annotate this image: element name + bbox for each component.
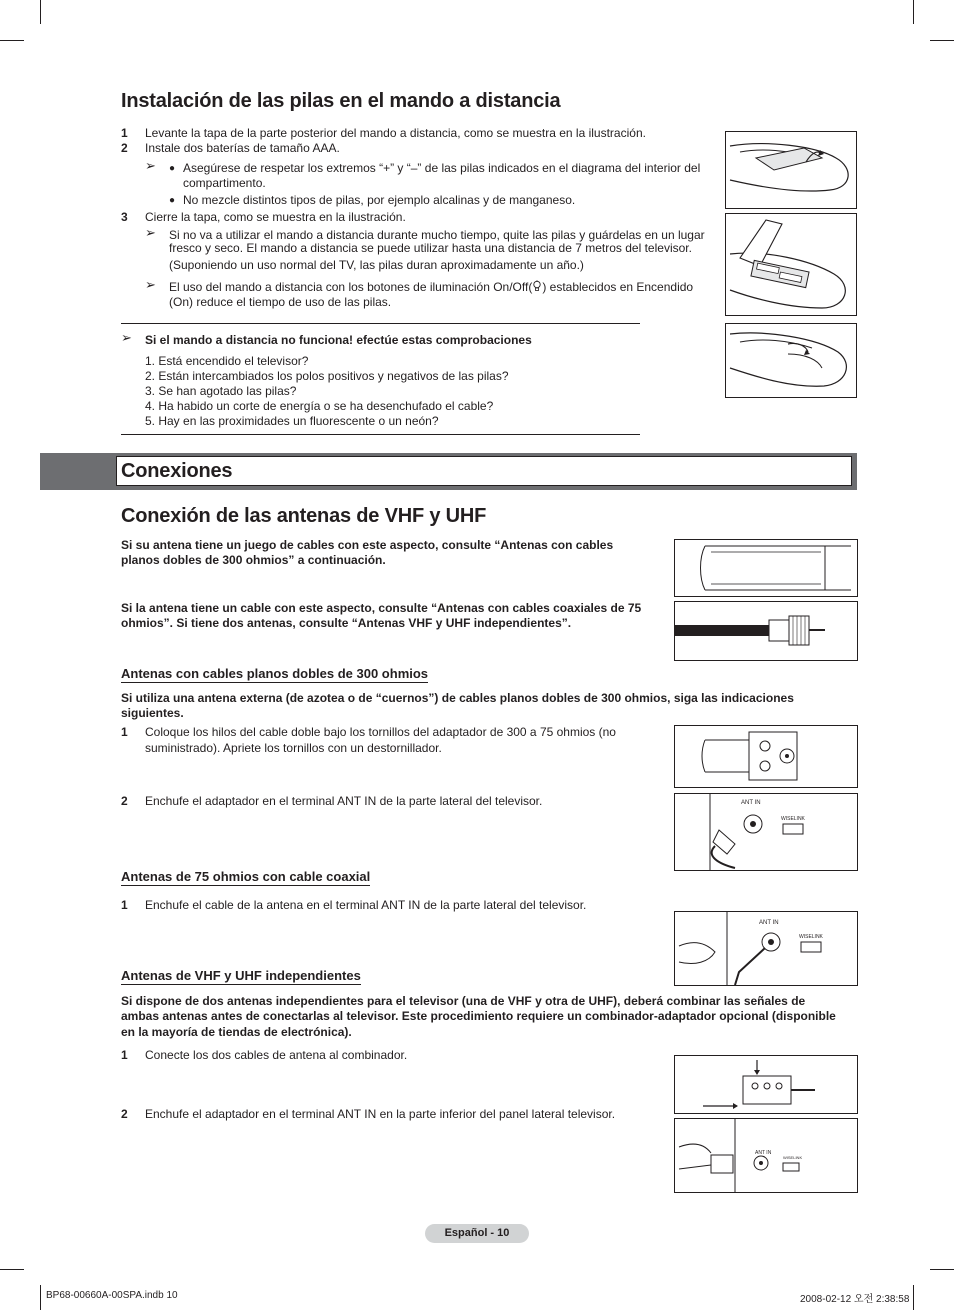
crop-mark <box>913 1285 914 1310</box>
step-number: 3 <box>121 210 128 224</box>
step-text: Instale dos baterías de tamaño AAA. <box>145 141 340 155</box>
crop-mark <box>930 40 954 41</box>
crop-mark <box>913 0 914 24</box>
section-title: Conexiones <box>121 460 233 482</box>
note-arrow-icon: ➢ <box>145 225 156 240</box>
step-text: Levante la tapa de la parte posterior del mando a distancia, como se muestra en la ilustración. <box>145 126 646 140</box>
coax-cable-figure <box>674 601 858 661</box>
intro-text: Si su antena tiene un juego de cables con este aspecto, consulte “Antenas con cables <box>121 538 614 552</box>
ant-in-label: ANT IN <box>755 1150 772 1156</box>
adapter-figure <box>674 725 858 788</box>
note-arrow-icon: ➢ <box>145 158 156 173</box>
check-item: 2. Están intercambiados los polos positivos y negativos de las pilas? <box>145 369 509 383</box>
crop-mark <box>0 1269 24 1270</box>
remote-insert-batteries-figure <box>725 213 857 316</box>
note-text: Si no va a utilizar el mando a distancia durante mucho tiempo, quite las pilas y guárdelas en un lugar <box>169 228 705 242</box>
check-item: 4. Ha habido un corte de energía o se ha desenchufado el cable? <box>145 399 494 413</box>
step-number: 1 <box>121 898 128 912</box>
wiselink-label: WISELINK <box>799 934 823 940</box>
step-number: 2 <box>121 141 128 155</box>
step-text: suministrado). Apriete los tornillos con un destornillador. <box>145 741 442 755</box>
bullet-text: compartimento. <box>183 176 266 190</box>
flat-subtitle: Antenas con cables planos dobles de 300 ohmios <box>121 666 429 681</box>
note-arrow-icon: ➢ <box>145 277 156 292</box>
crop-mark <box>930 1269 954 1270</box>
intro-text: Si la antena tiene un cable con este aspecto, consulte “Antenas con cables coaxiales de 75 <box>121 601 642 615</box>
flat-cable-figure <box>674 539 858 597</box>
flat-intro: siguientes. <box>121 706 184 720</box>
intro-text: planos dobles de 300 ohmios” a continuación. <box>121 553 386 567</box>
wiselink-label: WISELINK <box>783 1155 803 1160</box>
separate-subtitle: Antenas de VHF y UHF independientes <box>121 968 361 983</box>
ant-in-label: ANT IN <box>741 800 761 806</box>
divider <box>121 434 640 435</box>
coax-connect-figure <box>674 911 858 986</box>
step-text: Enchufe el cable de la antena en el terminal ANT IN de la parte lateral del televisor. <box>145 898 587 912</box>
bullet-text: No mezcle distintos tipos de pilas, por ejemplo alcalinas y de manganeso. <box>183 193 576 207</box>
remote-close-cover-figure <box>725 323 857 398</box>
page-number-badge: Español - 10 <box>425 1224 529 1243</box>
step-text: Enchufe el adaptador en el terminal ANT IN en la parte inferior del panel lateral televisor. <box>145 1107 616 1121</box>
file-slug: BP68-00660A-00SPA.indb 10 <box>46 1290 178 1301</box>
bullet-text: Asegúrese de respetar los extremos “+” y “–” de las pilas indicados en el diagrama del interior del <box>183 161 701 175</box>
check-title: Si el mando a distancia no funciona! efectúe estas comprobaciones <box>145 333 532 347</box>
check-item: 1. Está encendido el televisor? <box>145 354 309 368</box>
note-text: El uso del mando a distancia con los botones de iluminación On/Off( ) establecidos en Encendido <box>169 280 694 294</box>
wiselink-label: WISELINK <box>781 816 805 822</box>
step-number: 1 <box>121 725 128 739</box>
note-text: (Suponiendo un uso normal del TV, las pilas duran aproximadamente un año.) <box>169 258 584 272</box>
step-text: Cierre la tapa, como se muestra en la ilustración. <box>145 210 406 224</box>
ant-in-panel-figure <box>674 793 858 871</box>
step-number: 2 <box>121 1107 128 1121</box>
separate-intro: ambas antenas antes de conectarlas al televisor. Este procedimiento requiere un combinador-adaptador opcional (disponible <box>121 1009 836 1023</box>
step-text: Enchufe el adaptador en el terminal ANT IN de la parte lateral del televisor. <box>145 794 543 808</box>
step-number: 1 <box>121 1048 128 1062</box>
step-text: Conecte los dos cables de antena al combinador. <box>145 1048 408 1062</box>
combiner-connect-figure <box>674 1118 858 1193</box>
intro-text: ohmios”. Si tiene dos antenas, consulte “Antenas VHF y UHF independientes”. <box>121 616 572 630</box>
note-arrow-icon: ➢ <box>121 330 132 345</box>
remote-open-cover-figure <box>725 131 857 209</box>
crop-mark <box>0 40 24 41</box>
crop-mark <box>40 1285 41 1310</box>
check-item: 5. Hay en las proximidades un fluorescente o un neón? <box>145 414 439 428</box>
separate-intro: en la mayoría de tiendas de electrónica). <box>121 1025 352 1039</box>
battery-title: Instalación de las pilas en el mando a distancia <box>121 90 561 112</box>
step-number: 2 <box>121 794 128 808</box>
divider <box>121 323 640 324</box>
separate-intro: Si dispone de dos antenas independientes para el televisor (una de VHF y otra de UHF), deberá combinar las señales de <box>121 994 806 1008</box>
combiner-figure <box>674 1055 858 1114</box>
bullet-icon: ● <box>169 195 176 206</box>
note-text: fresco y seco. El mando a distancia se puede utilizar hasta una distancia de 7 metros del televisor. <box>169 241 692 255</box>
coax-subtitle: Antenas de 75 ohmios con cable coaxial <box>121 869 371 884</box>
note-text: (On) reduce el tiempo de uso de las pilas. <box>169 295 392 309</box>
step-number: 1 <box>121 126 128 140</box>
antenna-title: Conexión de las antenas de VHF y UHF <box>121 505 487 527</box>
date-slug: 2008-02-12 오전 2:38:58 <box>800 1294 910 1305</box>
check-item: 3. Se han agotado las pilas? <box>145 384 297 398</box>
light-bulb-icon <box>532 280 542 292</box>
crop-mark <box>40 0 41 24</box>
ant-in-label: ANT IN <box>759 920 779 926</box>
flat-intro: Si utiliza una antena externa (de azotea o de “cuernos”) de cables planos dobles de 300 ohmios, siga las indicaciones <box>121 691 794 705</box>
step-text: Coloque los hilos del cable doble bajo los tornillos del adaptador de 300 a 75 ohmios (no <box>145 725 616 739</box>
bullet-icon: ● <box>169 163 176 174</box>
